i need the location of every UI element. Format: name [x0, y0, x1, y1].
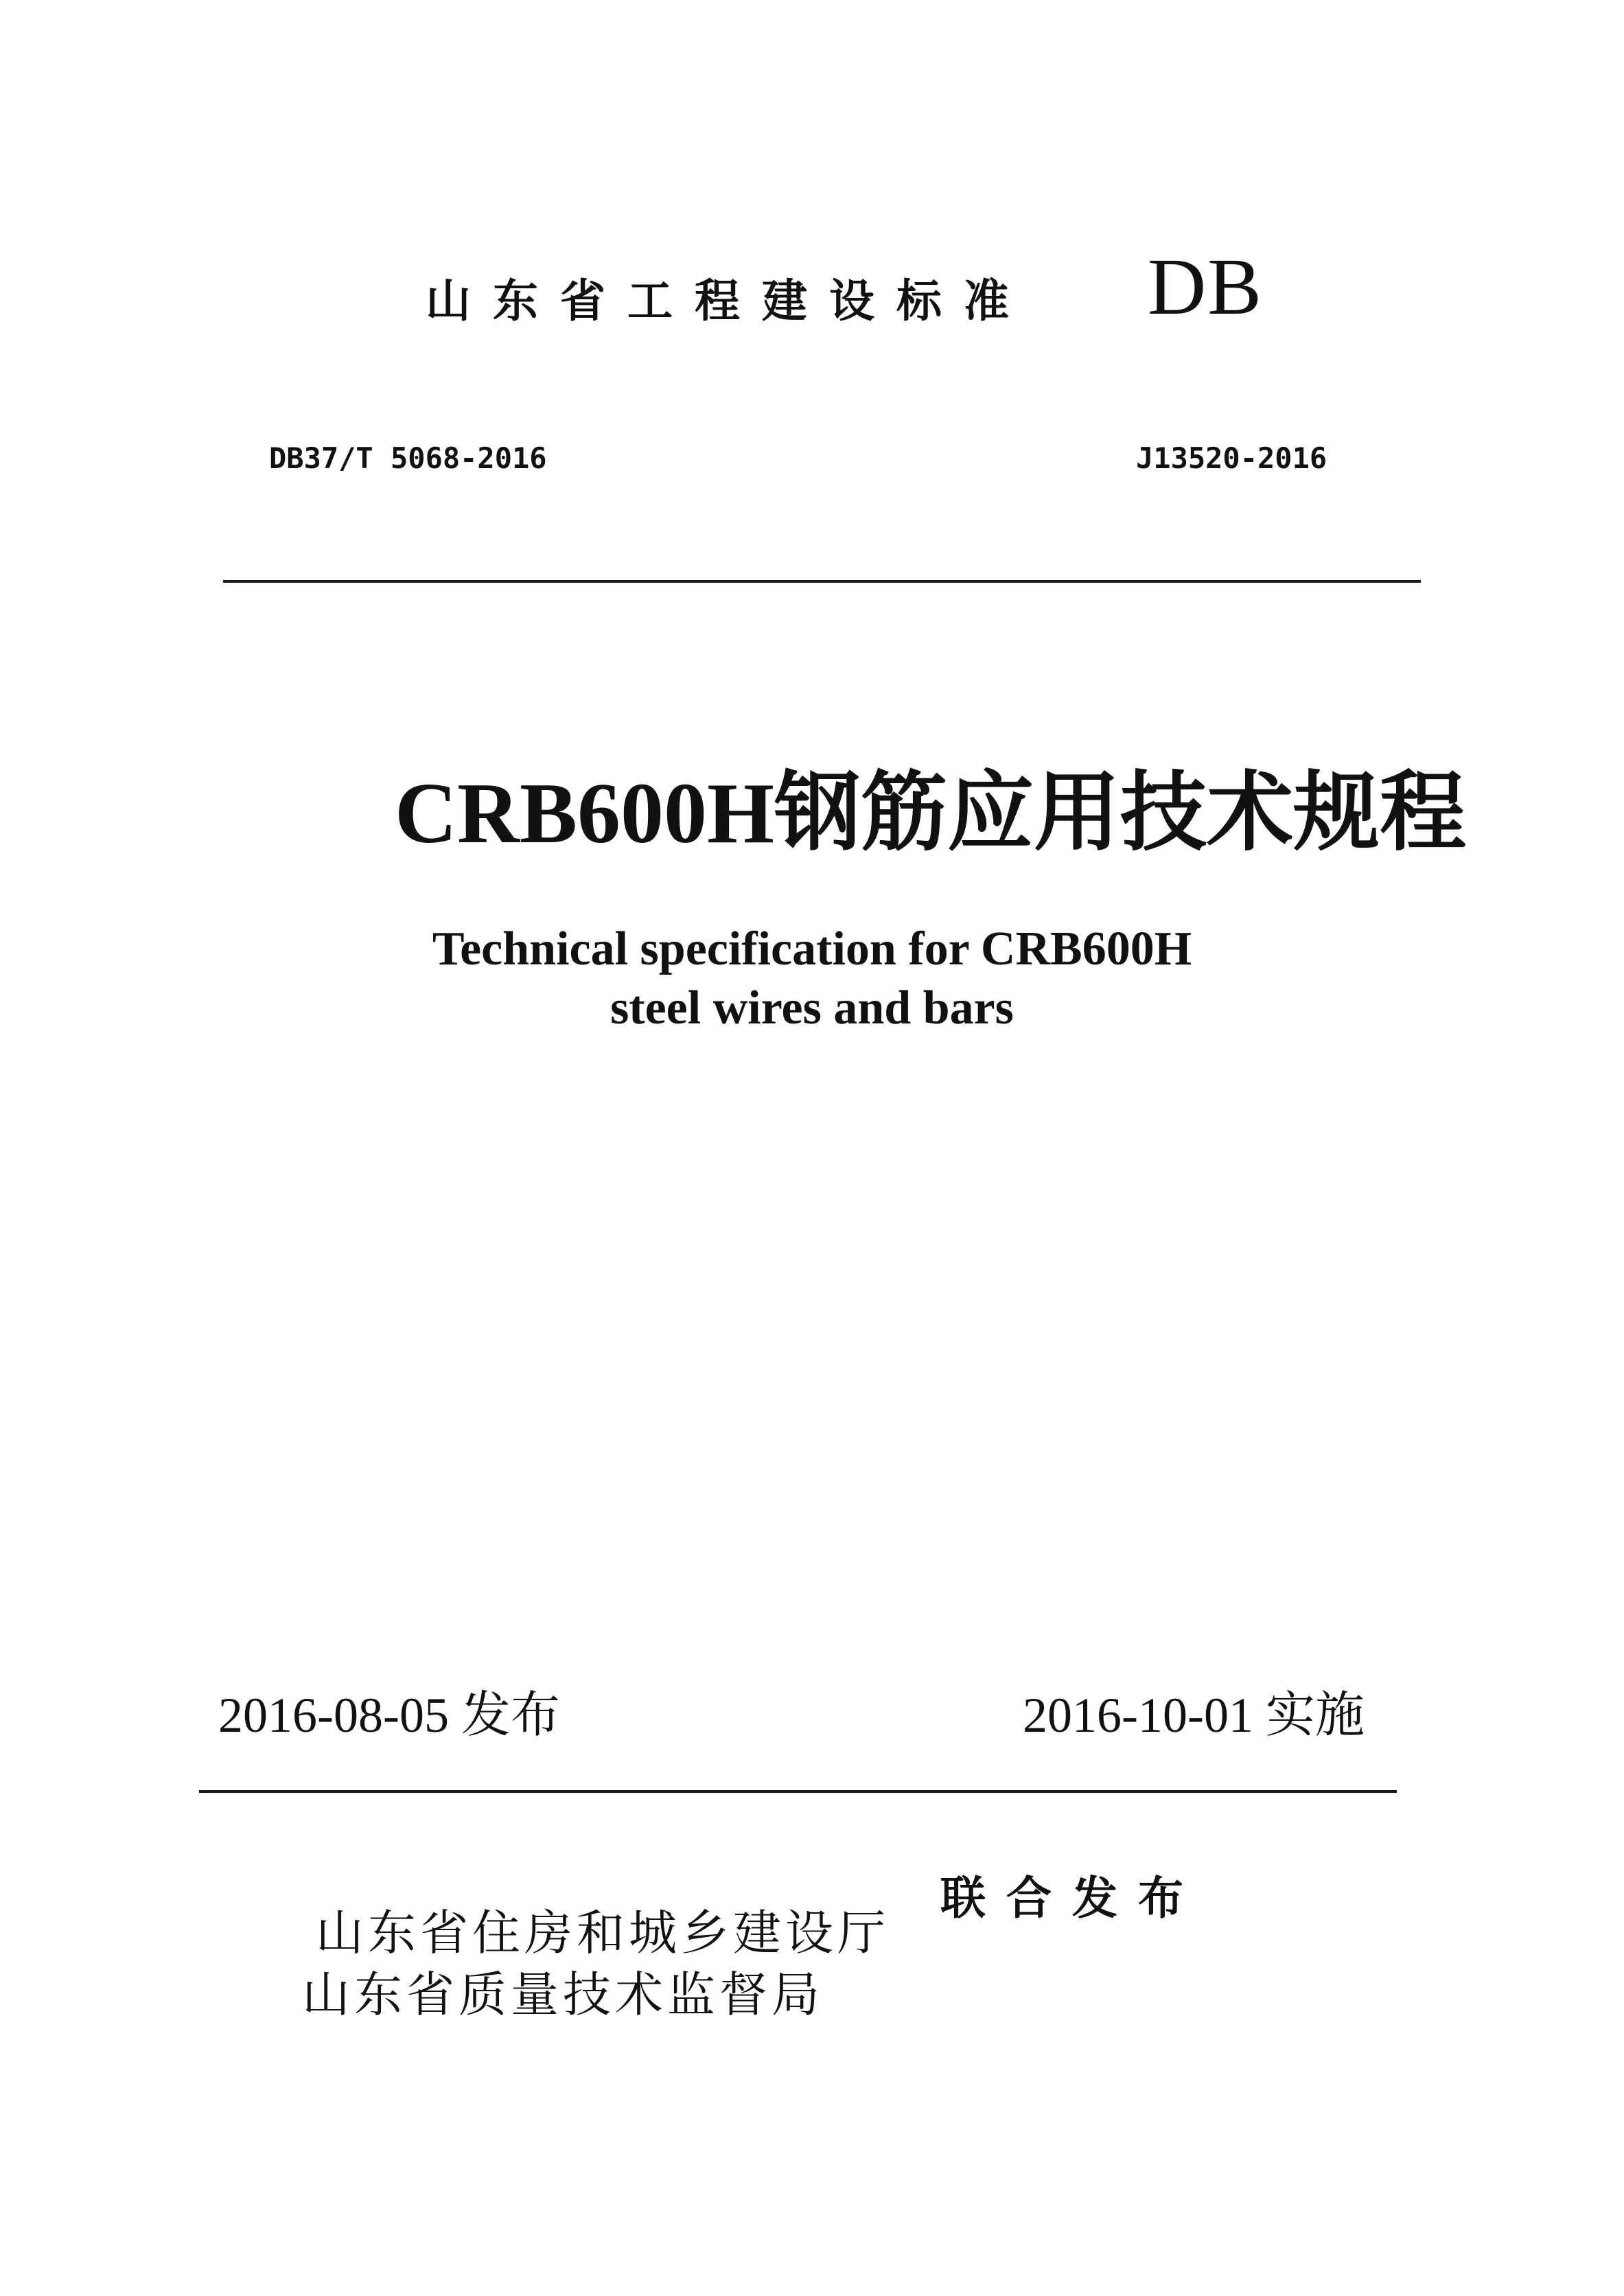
title-english-line-1: Technical specification for CRB600H — [432, 923, 1192, 975]
implementation-date: 2016-10-01 实施 — [1023, 1688, 1365, 1743]
standard-number: DB37/T 5068-2016 — [269, 441, 547, 475]
publisher-quality-bureau: 山东省质量技术监督局 — [302, 1967, 824, 2023]
top-divider — [223, 580, 1421, 583]
db-mark: DB — [1148, 242, 1263, 332]
title-chinese: CRB600H钢筋应用技术规程 — [395, 766, 1467, 861]
issue-date: 2016-08-05 发布 — [218, 1688, 560, 1743]
bottom-divider — [199, 1790, 1397, 1793]
record-number: J13520-2016 — [1136, 441, 1327, 475]
joint-release-label: 联合发布 — [940, 1872, 1204, 1925]
publisher-housing-department: 山东省住房和城乡建设厅 — [316, 1905, 890, 1961]
standard-category: 山东省工程建设标准 — [426, 275, 1031, 327]
title-english — [0, 920, 1624, 1038]
title-english-line-2: steel wires and bars — [610, 982, 1014, 1034]
